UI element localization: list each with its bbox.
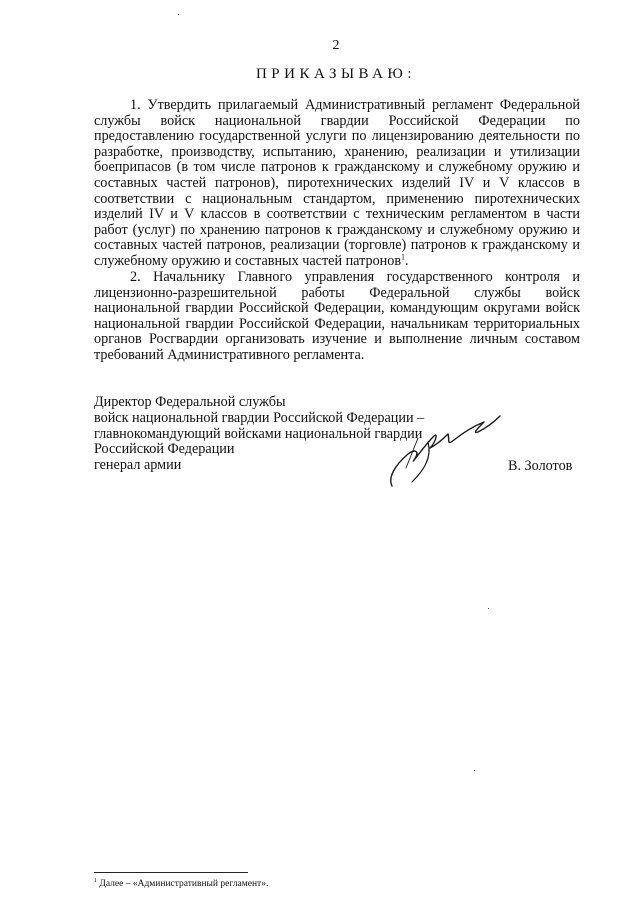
paragraph-1-tail: . — [405, 252, 409, 269]
scan-speck — [488, 608, 489, 609]
scan-speck — [474, 770, 475, 771]
footnote-reference: 1 — [401, 252, 406, 262]
signer-name: В. Золотов — [508, 458, 573, 474]
signer-rank-line: генерал армии — [94, 457, 182, 474]
handwritten-signature — [384, 408, 504, 490]
scan-speck — [178, 14, 179, 15]
signer-position-line: войск национальной гвардии Российской Федерации – — [94, 409, 425, 426]
footnote-mark: 1 — [94, 877, 97, 884]
signer-position-line: главнокомандующий войсками национальной гвардии — [94, 425, 423, 442]
page-number: 2 — [332, 38, 340, 53]
footnote-divider — [94, 872, 248, 873]
paragraph-1 — [94, 98, 580, 270]
footnote — [94, 879, 268, 889]
signer-position-line: Директор Федеральной службы — [94, 394, 286, 410]
footnote-text: Далее – «Административный регламент». — [97, 879, 269, 889]
paragraph-1-text: 1. Утвердить прилагаемый Административный регламент Федеральной службы войск национальной гвардии Российской Федерации по предоставлению государственной услуги по лицензированию деятельности по разработке, производству, испытанию, хранению, реализации и утилизации боеприпасов (в том числе патронов к гражданскому и служебному оружию и составных частей патронов), пиротехнических изделий IV и V классов в соответствии с национальным стандартом, применению пиротехнических изделий IV и V классов в соответствии с техническим регламентом в части работ (услуг) по хранению патронов к гражданскому и служебному оружию и составных частей патронов, реализации (торговле) патронов к гражданскому и служебному оружию и составных частей патронов — [94, 97, 580, 269]
order-heading: ПРИКАЗЫВАЮ: — [255, 66, 417, 82]
signer-position-line: Российской Федерации — [94, 441, 235, 458]
paragraph-2: 2. Начальнику Главного управления государственного контроля и лицензионно-разрешительной работы Федеральной службы войск национальной гвардии Российской Федерации, командующим округами войск национальной гвардии Российской Федерации, начальникам территориальных органов Росгвардии организовать изучение и выполнение личным составом требований Административного регламента. — [94, 269, 580, 363]
